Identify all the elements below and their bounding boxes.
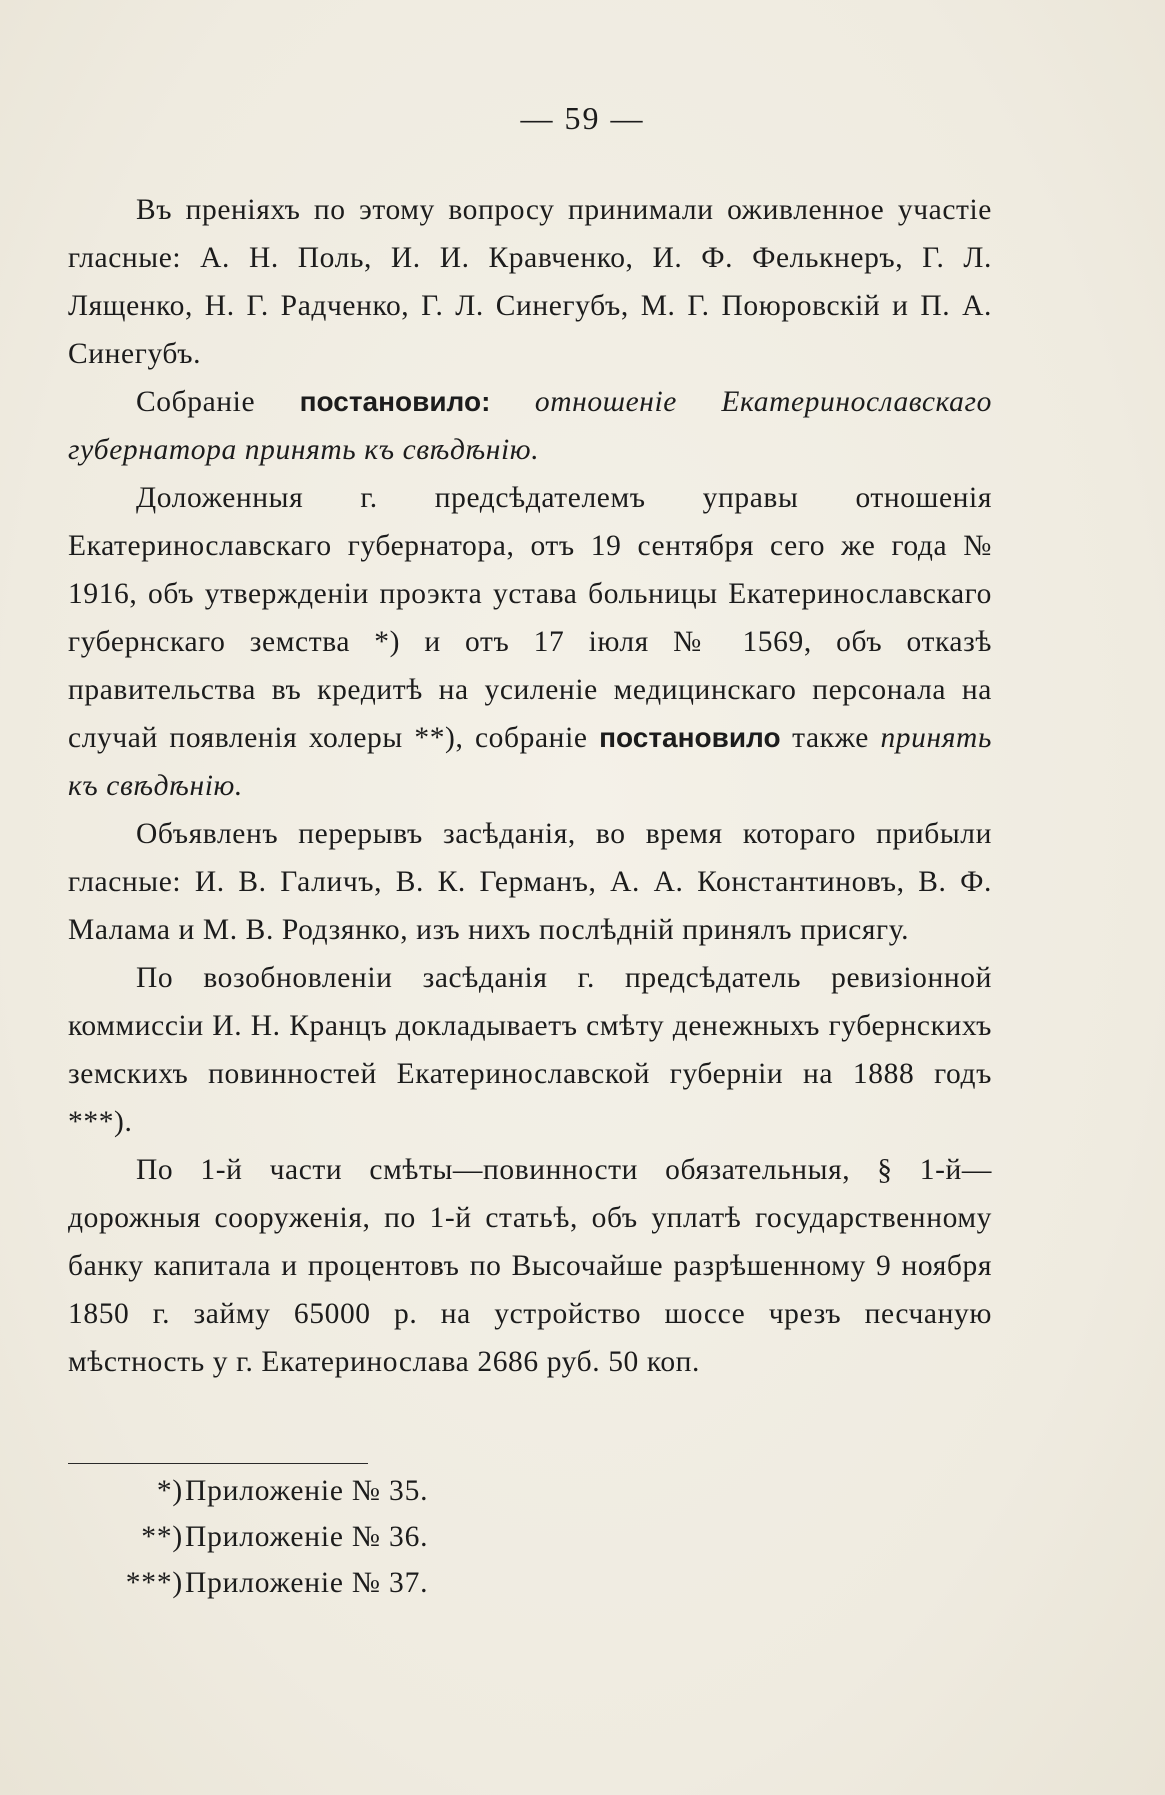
paragraph-resolution-1 [68,378,992,474]
decree-keyword: постановило [599,722,781,753]
text-run: также [792,722,869,754]
footnote [68,1514,568,1560]
footnote [68,1468,568,1514]
decree-keyword: постановило: [299,386,491,417]
paragraph-debate: Въ преніяхъ по этому вопросу принимали оживленное участіе гласные: А. Н. Поль, И. И. Кравченко, И. Ф. Фелькнеръ, Г. Л. Лященко, Н. Г. Радченко, Г. Л. Синегубъ, М. Г. Поюровскій и П. А. Синегубъ. [68,194,992,370]
footnote [68,1560,568,1606]
footnote-text: Приложеніе № 37. [185,1567,429,1599]
footnote-mark: ***) [125,1567,183,1599]
document-body [68,186,992,1386]
text-run: Собраніе [136,386,256,418]
page-number: — 59 — [520,100,645,136]
paragraph-recess: Объявленъ перерывъ засѣданія, во время котораго прибыли гласные: И. В. Галичъ, В. К. Германъ, А. А. Константиновъ, В. Ф. Малама и М. В. Родзянко, изъ нихъ послѣдній принялъ присягу. [68,818,992,946]
footnote-mark: *) [156,1475,183,1507]
resolution-text: принять къ свѣдѣнію. [68,722,992,802]
footnote-mark: **) [141,1521,183,1553]
paragraph-budget-report: По возобновленіи засѣданія г. предсѣдатель ревизіонной коммиссіи И. Н. Кранцъ докладываетъ смѣту денежныхъ губернскихъ земскихъ повинностей Екатеринославской губерніи на 1888 годъ ***). [68,962,992,1138]
text-run: Доложенныя г. предсѣдателемъ управы отношенія Екатеринославскаго губернатора, отъ 19 сентября сего же года № 1916, объ утвержденіи проэкта устава больницы Екатеринославскаго губернскаго земства *) и отъ 17 іюля № 1569, объ отказѣ правительства въ кредитѣ на усиленіе медицинскаго персонала на случай появленія холеры **), собраніе [68,482,992,754]
footnote-divider [68,1463,368,1464]
paragraph-budget-item: По 1-й части смѣты—повинности обязательныя, § 1-й—дорожныя сооруженія, по 1-й статьѣ, объ уплатѣ государственному банку капитала и процентовъ по Высочайше разрѣшенному 9 ноября 1850 г. займу 65000 р. на устройство шоссе чрезъ песчаную мѣстность у г. Екатеринослава 2686 руб. 50 коп. [68,1154,992,1378]
footnotes [68,1468,568,1606]
paragraph-resolution-2 [68,474,992,810]
footnote-text: Приложеніе № 36. [185,1521,429,1553]
resolution-text: отношеніе Екатеринославскаго губернатора принять къ свѣдѣнію. [68,386,992,466]
footnote-text: Приложеніе № 35. [185,1475,429,1507]
